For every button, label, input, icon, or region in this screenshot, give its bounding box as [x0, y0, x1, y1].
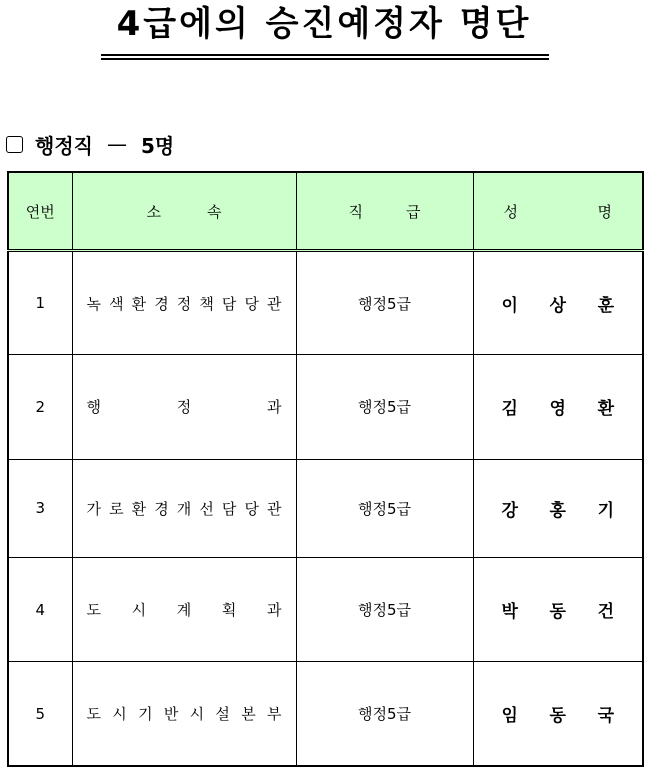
header-rank-2: 급 — [406, 202, 421, 221]
row-department-text: 행 정 과 — [86, 398, 282, 417]
header-dept-2: 속 — [207, 202, 222, 221]
section-count: 5명 — [140, 133, 175, 158]
row-rank: 행정5급 — [296, 557, 473, 661]
row-department — [72, 459, 296, 557]
table-row — [8, 355, 643, 459]
row-name-text: 임 동 국 — [501, 706, 614, 727]
title-underline — [101, 54, 549, 56]
row-rank: 행정5급 — [296, 459, 473, 557]
row-name-text: 김 영 환 — [501, 399, 614, 420]
header-name — [473, 172, 643, 251]
promotion-table — [7, 171, 644, 767]
row-department-text: 녹 색 환 경 정 책 담 당 관 — [86, 294, 282, 313]
row-name — [473, 459, 643, 557]
row-number: 4 — [8, 557, 72, 661]
section-dash: — — [106, 132, 127, 156]
row-name-text: 박 동 건 — [501, 602, 614, 623]
row-department — [72, 662, 296, 766]
section-heading — [6, 130, 174, 158]
row-department-text: 도 시 계 획 과 — [86, 601, 282, 620]
row-department — [72, 251, 296, 355]
header-rank-1: 직 — [348, 202, 363, 221]
row-rank: 행정5급 — [296, 355, 473, 459]
row-department-text: 가 로 환 경 개 선 담 당 관 — [86, 499, 282, 518]
row-rank: 행정5급 — [296, 662, 473, 766]
row-number: 1 — [8, 251, 72, 355]
row-number: 5 — [8, 662, 72, 766]
header-name-2: 명 — [597, 202, 612, 221]
section-label: 행정직 — [35, 133, 93, 158]
row-name — [473, 355, 643, 459]
header-no: 연번 — [8, 172, 72, 251]
header-dept-1: 소 — [146, 202, 161, 221]
table-row — [8, 251, 643, 355]
row-number: 3 — [8, 459, 72, 557]
header-dept — [72, 172, 296, 251]
row-name — [473, 251, 643, 355]
page-title: 4급에의 승진예정자 명단 — [116, 4, 532, 44]
row-department-text: 도 시 기 반 시 설 본 부 — [86, 705, 282, 724]
checkbox-icon[interactable] — [6, 136, 23, 153]
row-department — [72, 355, 296, 459]
row-rank: 행정5급 — [296, 251, 473, 355]
header-name-1: 성 — [503, 202, 518, 221]
row-department — [72, 557, 296, 661]
row-name-text: 이 상 훈 — [501, 295, 614, 316]
table-header-row — [8, 172, 643, 251]
row-name-text: 강 홍 기 — [501, 500, 614, 521]
table-row — [8, 662, 643, 766]
table-row — [8, 557, 643, 661]
table-row — [8, 459, 643, 557]
row-name — [473, 557, 643, 661]
row-name — [473, 662, 643, 766]
title-underline-2 — [101, 58, 549, 60]
row-number: 2 — [8, 355, 72, 459]
header-rank — [296, 172, 473, 251]
